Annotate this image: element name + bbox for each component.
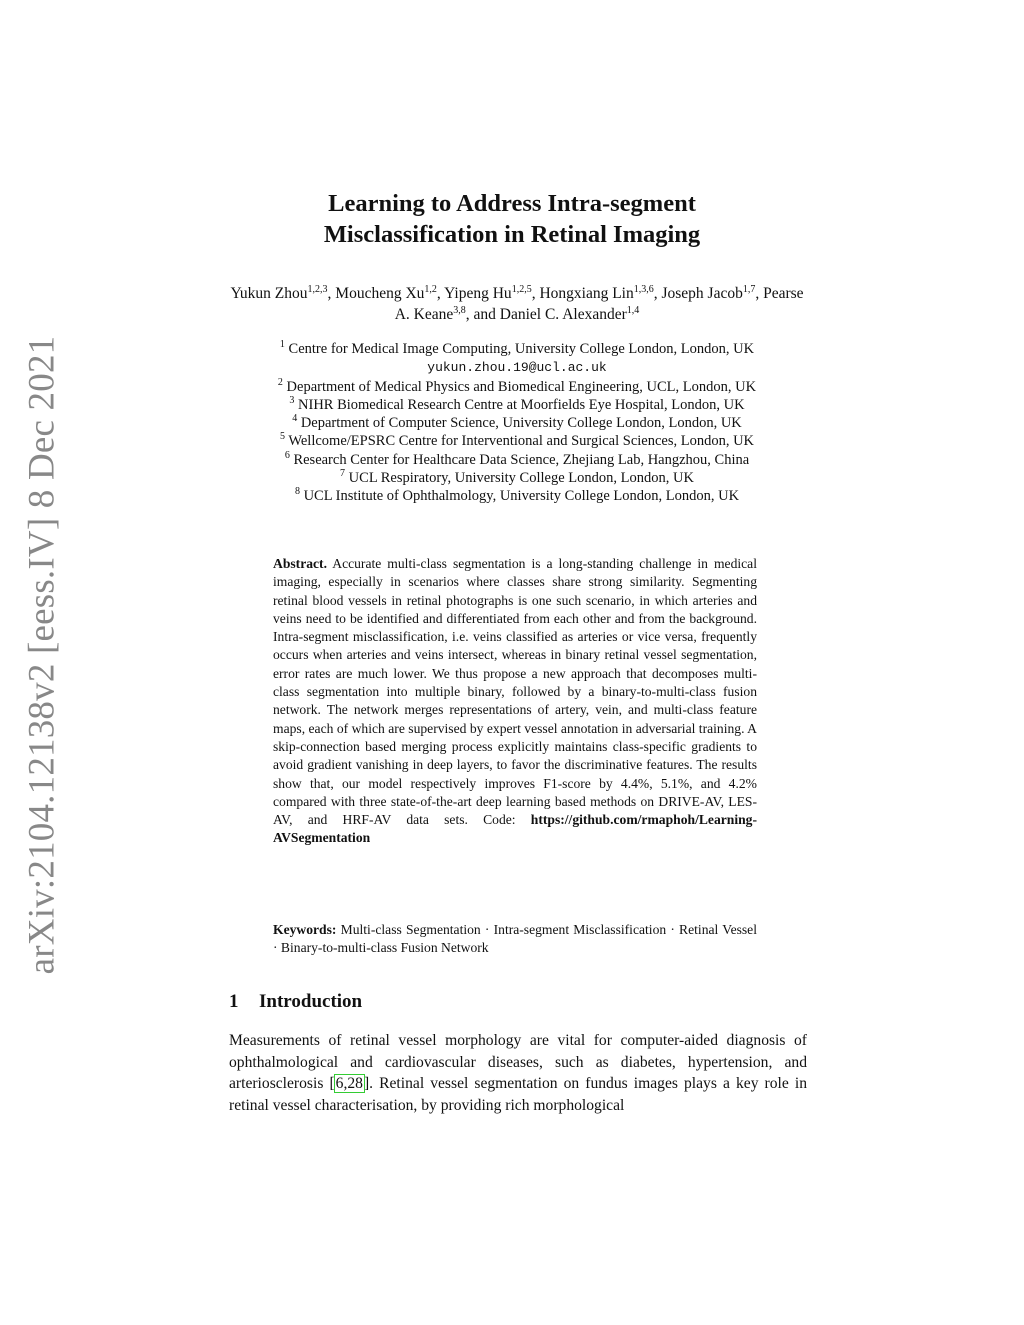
section-title: Introduction [259, 991, 363, 1012]
affiliation-item [222, 414, 812, 432]
author-name: Moucheng Xu [335, 285, 425, 302]
author-affiliation-marks: 1,7 [742, 284, 756, 295]
citation-link[interactable] [335, 1075, 364, 1092]
citation-28[interactable]: 28 [347, 1075, 363, 1092]
affiliation-text: UCL Respiratory, University College London, London, UK [348, 470, 694, 487]
affiliation-item [222, 432, 812, 450]
affiliation-text: Wellcome/EPSRC Centre for Interventional and Surgical Sciences, London, UK [288, 433, 755, 450]
affiliation-text: Research Center for Healthcare Data Science, Zhejiang Lab, Hangzhou, China [293, 451, 750, 468]
arxiv-identifier: arXiv:2104.12138v2 [eess.IV] 8 Dec 2021 [21, 335, 63, 975]
affiliation-item [222, 487, 812, 505]
author-separator: , [327, 285, 336, 302]
author-separator: , [531, 285, 540, 302]
keywords-label: Keywords: [273, 922, 337, 937]
author-name: Yukun Zhou [230, 285, 308, 302]
author-name: Pearse A. Keane [394, 285, 804, 323]
affiliation-text: Department of Medical Physics and Biomedical Engineering, UCL, London, UK [286, 378, 757, 395]
affiliation-number: 6 [284, 449, 290, 461]
author-name: Joseph Jacob [661, 285, 743, 302]
affiliation-item [222, 340, 812, 358]
author-separator: , [653, 285, 662, 302]
affiliation-item [222, 378, 812, 396]
abstract [273, 555, 757, 848]
affiliation-text: Centre for Medical Image Computing, University College London, London, UK [288, 341, 755, 357]
affiliation-item [222, 469, 812, 487]
citation-6[interactable]: 6 [335, 1075, 344, 1092]
title-line-2: Misclassification in Retinal Imaging [323, 221, 701, 248]
keywords [273, 921, 757, 958]
keywords-text: Multi-class Segmentation · Intra-segment Misclassification · Retinal Vessel · Binary-to-multi-class Fusion Network [273, 922, 757, 956]
arxiv-sidebar [12, 335, 72, 975]
abstract-label: Abstract. [273, 556, 327, 571]
citation-separator: , [343, 1075, 348, 1092]
title-line-1: Learning to Address Intra-segment [328, 190, 696, 217]
contact-email [222, 358, 812, 377]
author-separator: , [755, 285, 764, 302]
author-name: Yipeng Hu [444, 285, 512, 302]
affiliation-number: 4 [292, 413, 298, 425]
affiliation-number: 3 [289, 394, 295, 406]
author-affiliation-marks: 1,4 [626, 305, 640, 316]
author-name: Hongxiang Lin [539, 285, 634, 302]
section-heading [229, 991, 362, 1013]
intro-text-end: ]. Retinal vessel segmentation on fundus images plays a key role in retinal vessel characterisation, by providing rich morphological [229, 1075, 807, 1114]
author-separator: , and [465, 306, 500, 323]
intro-paragraph [229, 1030, 807, 1116]
author-affiliation-marks: 1,2 [424, 284, 437, 295]
abstract-text: Accurate multi-class segmentation is a long-standing challenge in medical imaging, especially in scenarios where classes share strong similarity. Segmenting retinal blood vessels in retinal photographs is one such scenario, in which arteries and veins need to be identified and differentiated from each other and from the background. Intra-segment misclassification, i.e. veins classified as arteries or vice versa, frequently occurs when arteries and veins intersect, whereas in binary retinal vessel segmentation, error rates are much lower. We thus propose a new approach that decomposes multi-class segmentation into multiple binary, followed by a binary-to-multi-class fusion network. The network merges representations of artery, vein, and multi-class feature maps, each of which are supervised by expert vessel annotation in adversarial training. A skip-connection based merging process explicitly maintains class-specific gradients to avoid gradient vanishing in deep layers, to favor the discriminative features. The results show that, our model respectively improves F1-score by 4.4%, 5.1%, and 4.2% compared with three state-of-the-art deep learning based methods on DRIVE-AV, LES-AV, and HRF-AV data sets. Code: [273, 556, 757, 828]
affiliation-number: 2 [277, 376, 283, 388]
author-name: Daniel C. Alexander [499, 306, 627, 323]
affiliation-number: 8 [294, 486, 300, 498]
author-affiliation-marks: 1,2,3 [307, 284, 328, 295]
paper-title [0, 188, 1024, 250]
section-number: 1 [229, 991, 239, 1012]
affiliation-text: UCL Institute of Ophthalmology, University College London, London, UK [303, 488, 740, 505]
affiliation-number: 7 [340, 468, 346, 480]
intro-text-start: Measurements of retinal vessel morphology are vital for computer-aided diagnosis of ophthalmological and cardiovascular diseases, such as diabetes, hypertension, and arteriosclerosis [ [229, 1032, 807, 1092]
email-text: yukun.zhou.19@ucl.ac.uk [427, 360, 607, 376]
affiliation-item [222, 451, 812, 469]
author-affiliation-marks: 3,8 [453, 305, 466, 316]
affiliation-text: Department of Computer Science, University College London, London, UK [300, 415, 742, 432]
author-separator: , [436, 285, 445, 302]
author-list [222, 283, 812, 325]
affiliation-list [222, 340, 812, 506]
affiliation-text: NIHR Biomedical Research Centre at Moorfields Eye Hospital, London, UK [298, 396, 745, 413]
affiliation-item [222, 396, 812, 414]
affiliation-number: 5 [279, 431, 285, 443]
affiliation-number: 1 [279, 339, 285, 350]
author-affiliation-marks: 1,2,5 [511, 284, 532, 295]
code-link[interactable]: https://github.com/rmaphoh/Learning-AVSegmentation [273, 812, 757, 846]
author-affiliation-marks: 1,3,6 [633, 284, 654, 295]
